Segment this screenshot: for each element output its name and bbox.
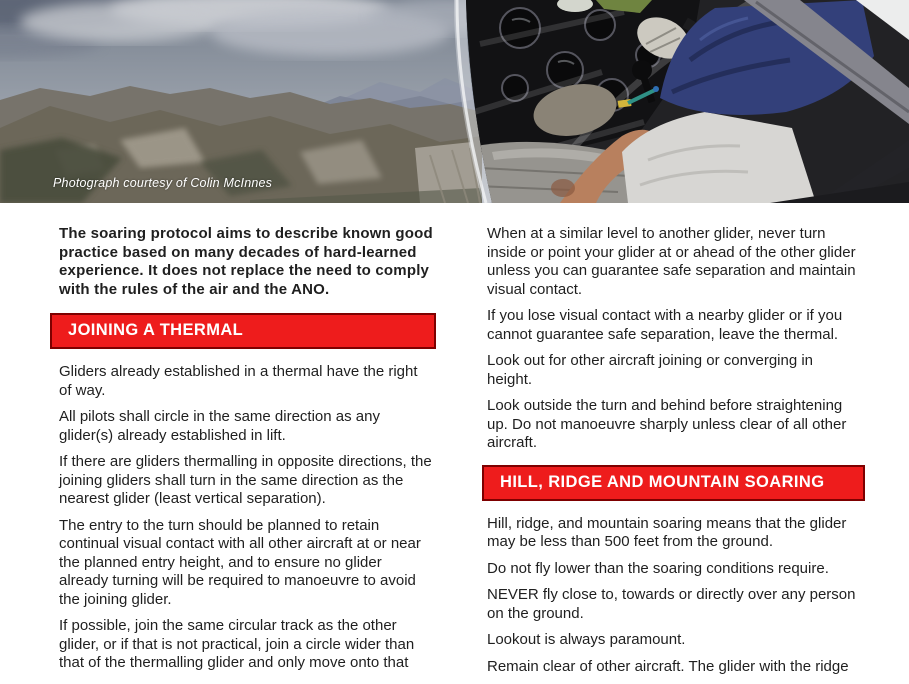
paragraph: The entry to the turn should be planned to retain continual visual contact with all other aircraft at or near the planned entry height, and to ensure no glider already turning will be required to manoeuvre to avoid the joining glider. bbox=[59, 516, 421, 608]
paragraph: If possible, join the same circular track as the other glider, or if that is not practical, join a circle wider than that of the thermalling glider and only move onto that bbox=[59, 617, 415, 671]
paragraph: All pilots shall circle in the same direction as any glider(s) already established in lift. bbox=[59, 408, 380, 444]
paragraph: NEVER fly close to, towards or directly over any person on the ground. bbox=[487, 586, 856, 622]
paragraph: Gliders already established in a thermal have the right of way. bbox=[59, 363, 418, 399]
paragraph: If you lose visual contact with a nearby glider or if you cannot guarantee safe separation, leave the thermal. bbox=[487, 307, 843, 343]
paragraph: When at a similar level to another glider, never turn inside or point your glider at or ahead of the other glider unless you can guarantee safe separation and maintain visual contact. bbox=[487, 225, 856, 298]
paragraph: Look outside the turn and behind before straightening up. Do not manoeuvre sharply unless clear of all other aircraft. bbox=[487, 397, 847, 451]
paragraph: Look out for other aircraft joining or converging in height. bbox=[487, 352, 814, 388]
right-column bbox=[482, 225, 865, 684]
section-heading-hill-ridge-mountain-soaring: HILL, RIDGE AND MOUNTAIN SOARING bbox=[482, 465, 865, 501]
page-body bbox=[0, 203, 909, 684]
paragraph: Hill, ridge, and mountain soaring means that the glider may be less than 500 feet from the ground. bbox=[487, 514, 847, 550]
left-column bbox=[50, 225, 436, 684]
paragraph: If there are gliders thermalling in opposite directions, the joining gliders shall turn in the same direction as the nearest glider (least vertical separation). bbox=[59, 453, 432, 507]
paragraph: Do not fly lower than the soaring conditions require. bbox=[487, 559, 829, 577]
header-photo bbox=[0, 0, 909, 203]
header-photo-illustration bbox=[0, 0, 909, 203]
intro-paragraph: The soaring protocol aims to describe known good practice based on many decades of hard-learned experience. It does not replace the need to comply with the rules of the air and the ANO. bbox=[59, 225, 433, 298]
section-heading-joining-a-thermal: JOINING A THERMAL bbox=[50, 313, 436, 349]
paragraph: Lookout is always paramount. bbox=[487, 631, 686, 648]
paragraph: Remain clear of other aircraft. The glider with the ridge bbox=[487, 657, 849, 675]
photo-caption: Photograph courtesy of Colin McInnes bbox=[53, 176, 273, 190]
